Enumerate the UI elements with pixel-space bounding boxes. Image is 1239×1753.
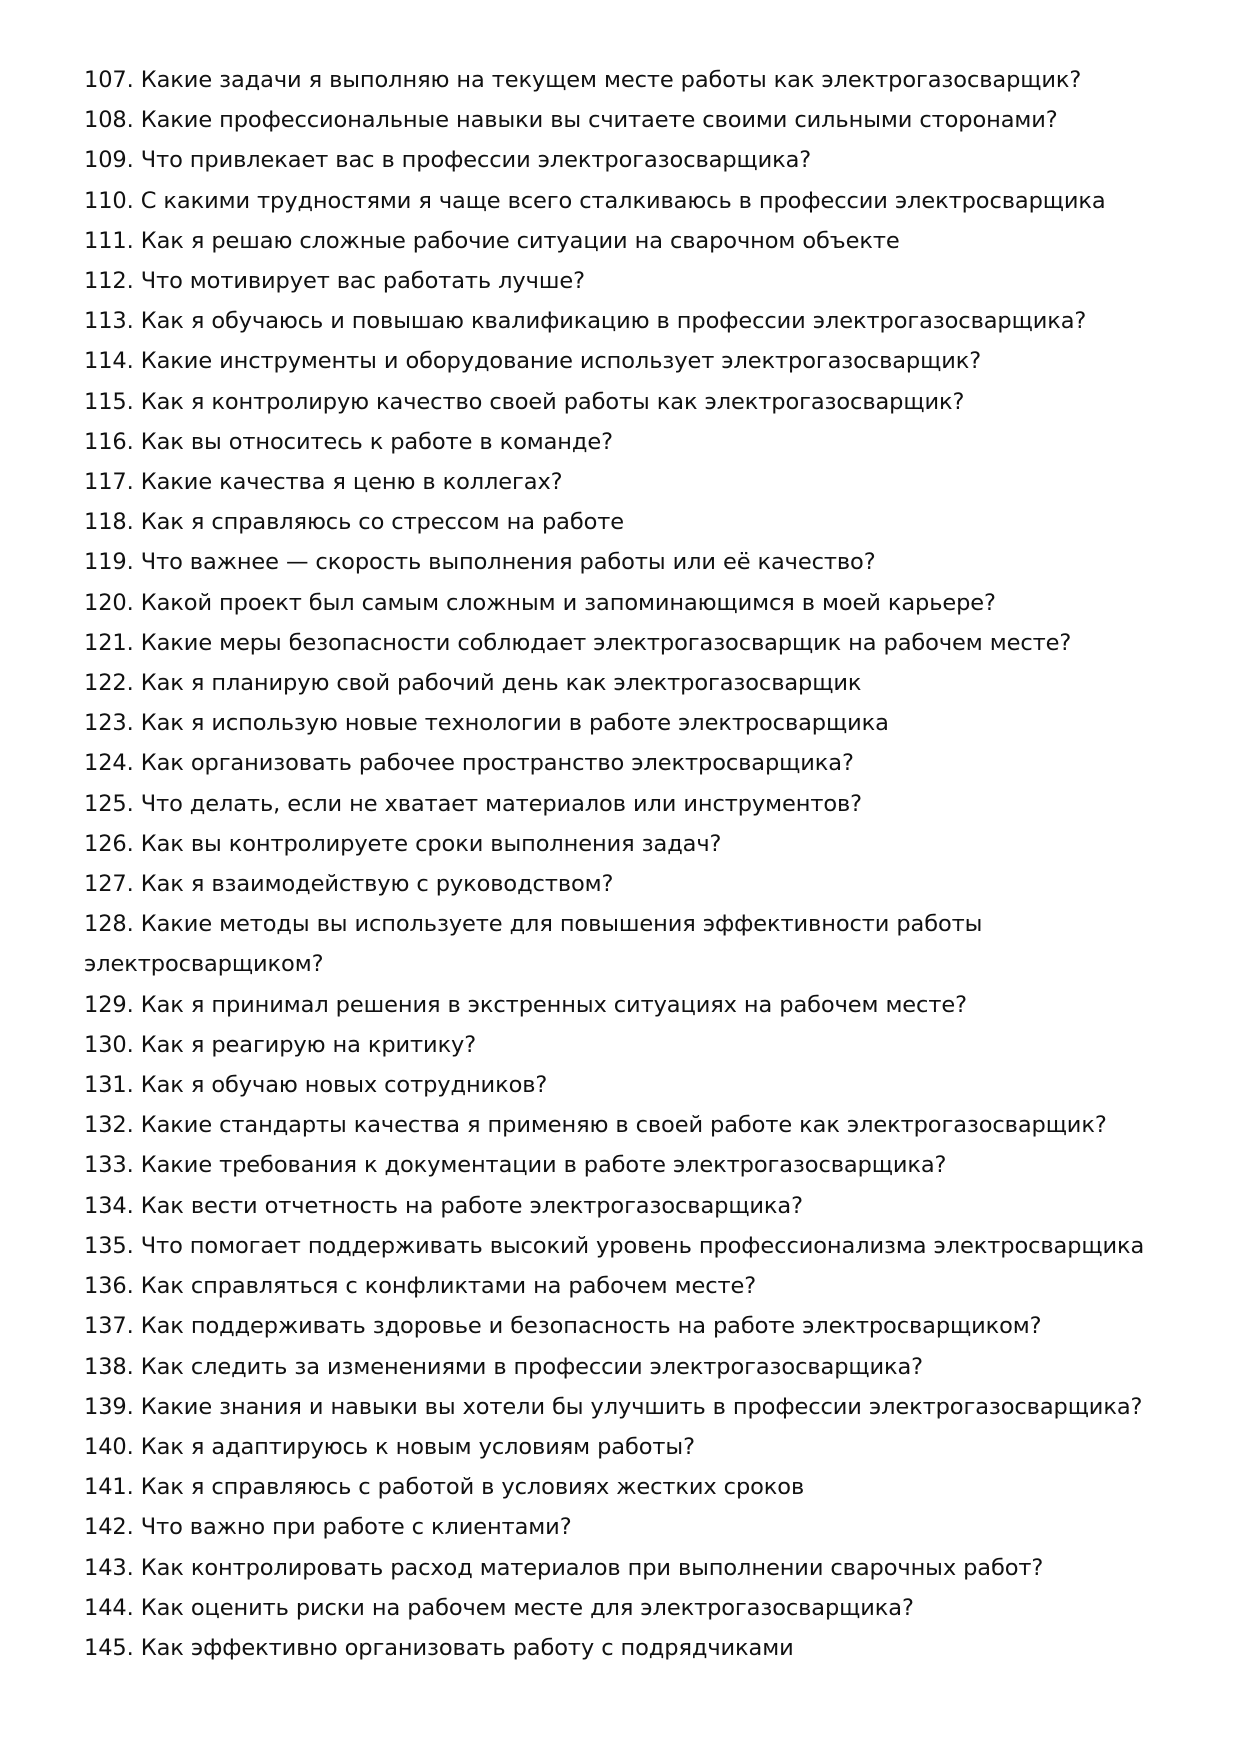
list-item: 142. Что важно при работе с клиентами? [84,1514,572,1541]
list-item: 137. Как поддерживать здоровье и безопасность на работе электросварщиком? [84,1313,1042,1340]
list-item: 136. Как справляться с конфликтами на рабочем месте? [84,1273,757,1300]
list-item: 140. Как я адаптируюсь к новым условиям работы? [84,1433,695,1460]
document-page [84,60,1164,1668]
list-item: 111. Как я решаю сложные рабочие ситуации на сварочном объекте [84,227,900,254]
list-item: 125. Что делать, если не хватает материалов или инструментов? [84,790,863,817]
list-item: 139. Какие знания и навыки вы хотели бы улучшить в профессии электрогазосварщика? [84,1393,1143,1420]
question-list [84,60,1164,1668]
list-item: 135. Что помогает поддерживать высокий уровень профессионализма электросварщика [84,1232,1145,1259]
list-item: 132. Какие стандарты качества я применяю в своей работе как электрогазосварщик? [84,1112,1107,1139]
list-item: 118. Как я справляюсь со стрессом на работе [84,509,625,536]
list-item: 123. Как я использую новые технологии в работе электросварщика [84,710,889,737]
list-item: 107. Какие задачи я выполняю на текущем месте работы как электрогазосварщик? [84,67,1082,93]
list-item: 145. Как эффективно организовать работу с подрядчиками [84,1634,794,1661]
list-item: 114. Какие инструменты и оборудование использует электрогазосварщик? [84,348,982,375]
list-item: 133. Какие требования к документации в работе электрогазосварщика? [84,1152,947,1179]
list-item: 144. Как оценить риски на рабочем месте для электрогазосварщика? [84,1594,914,1621]
list-item: 108. Какие профессиональные навыки вы считаете своими сильными сторонами? [84,107,1058,134]
list-item: 128. Какие методы вы используете для повышения эффективности работы электросварщиком? [84,911,983,978]
list-item: 143. Как контролировать расход материалов при выполнении сварочных работ? [84,1554,1044,1581]
list-item: 131. Как я обучаю новых сотрудников? [84,1072,548,1099]
list-item: 115. Как я контролирую качество своей работы как электрогазосварщик? [84,388,965,415]
list-item: 127. Как я взаимодействую с руководством? [84,871,614,898]
list-item: 130. Как я реагирую на критику? [84,1031,477,1058]
list-item: 116. Как вы относитесь к работе в команде? [84,428,613,455]
list-item: 109. Что привлекает вас в профессии электрогазосварщика? [84,147,812,174]
list-item: 110. С какими трудностями я чаще всего сталкиваюсь в профессии электросварщика [84,187,1106,214]
list-item: 122. Как я планирую свой рабочий день как электрогазосварщик [84,670,862,697]
list-item: 124. Как организовать рабочее пространство электросварщика? [84,750,854,777]
list-item: 120. Какой проект был самым сложным и запоминающимся в моей карьере? [84,589,996,616]
list-item: 112. Что мотивирует вас работать лучше? [84,268,585,295]
list-item: 117. Какие качества я ценю в коллегах? [84,469,563,496]
list-item: 129. Как я принимал решения в экстренных ситуациях на рабочем месте? [84,991,967,1018]
list-item: 126. Как вы контролируете сроки выполнения задач? [84,830,722,857]
list-item: 134. Как вести отчетность на работе электрогазосварщика? [84,1192,803,1219]
list-item: 141. Как я справляюсь с работой в условиях жестких сроков [84,1474,805,1501]
list-item: 119. Что важнее — скорость выполнения работы или её качество? [84,549,876,576]
list-item: 113. Как я обучаюсь и повышаю квалификацию в профессии электрогазосварщика? [84,308,1087,335]
list-item: 138. Как следить за изменениями в профессии электрогазосварщика? [84,1353,924,1380]
list-item: 121. Какие меры безопасности соблюдает электрогазосварщик на рабочем месте? [84,629,1072,656]
